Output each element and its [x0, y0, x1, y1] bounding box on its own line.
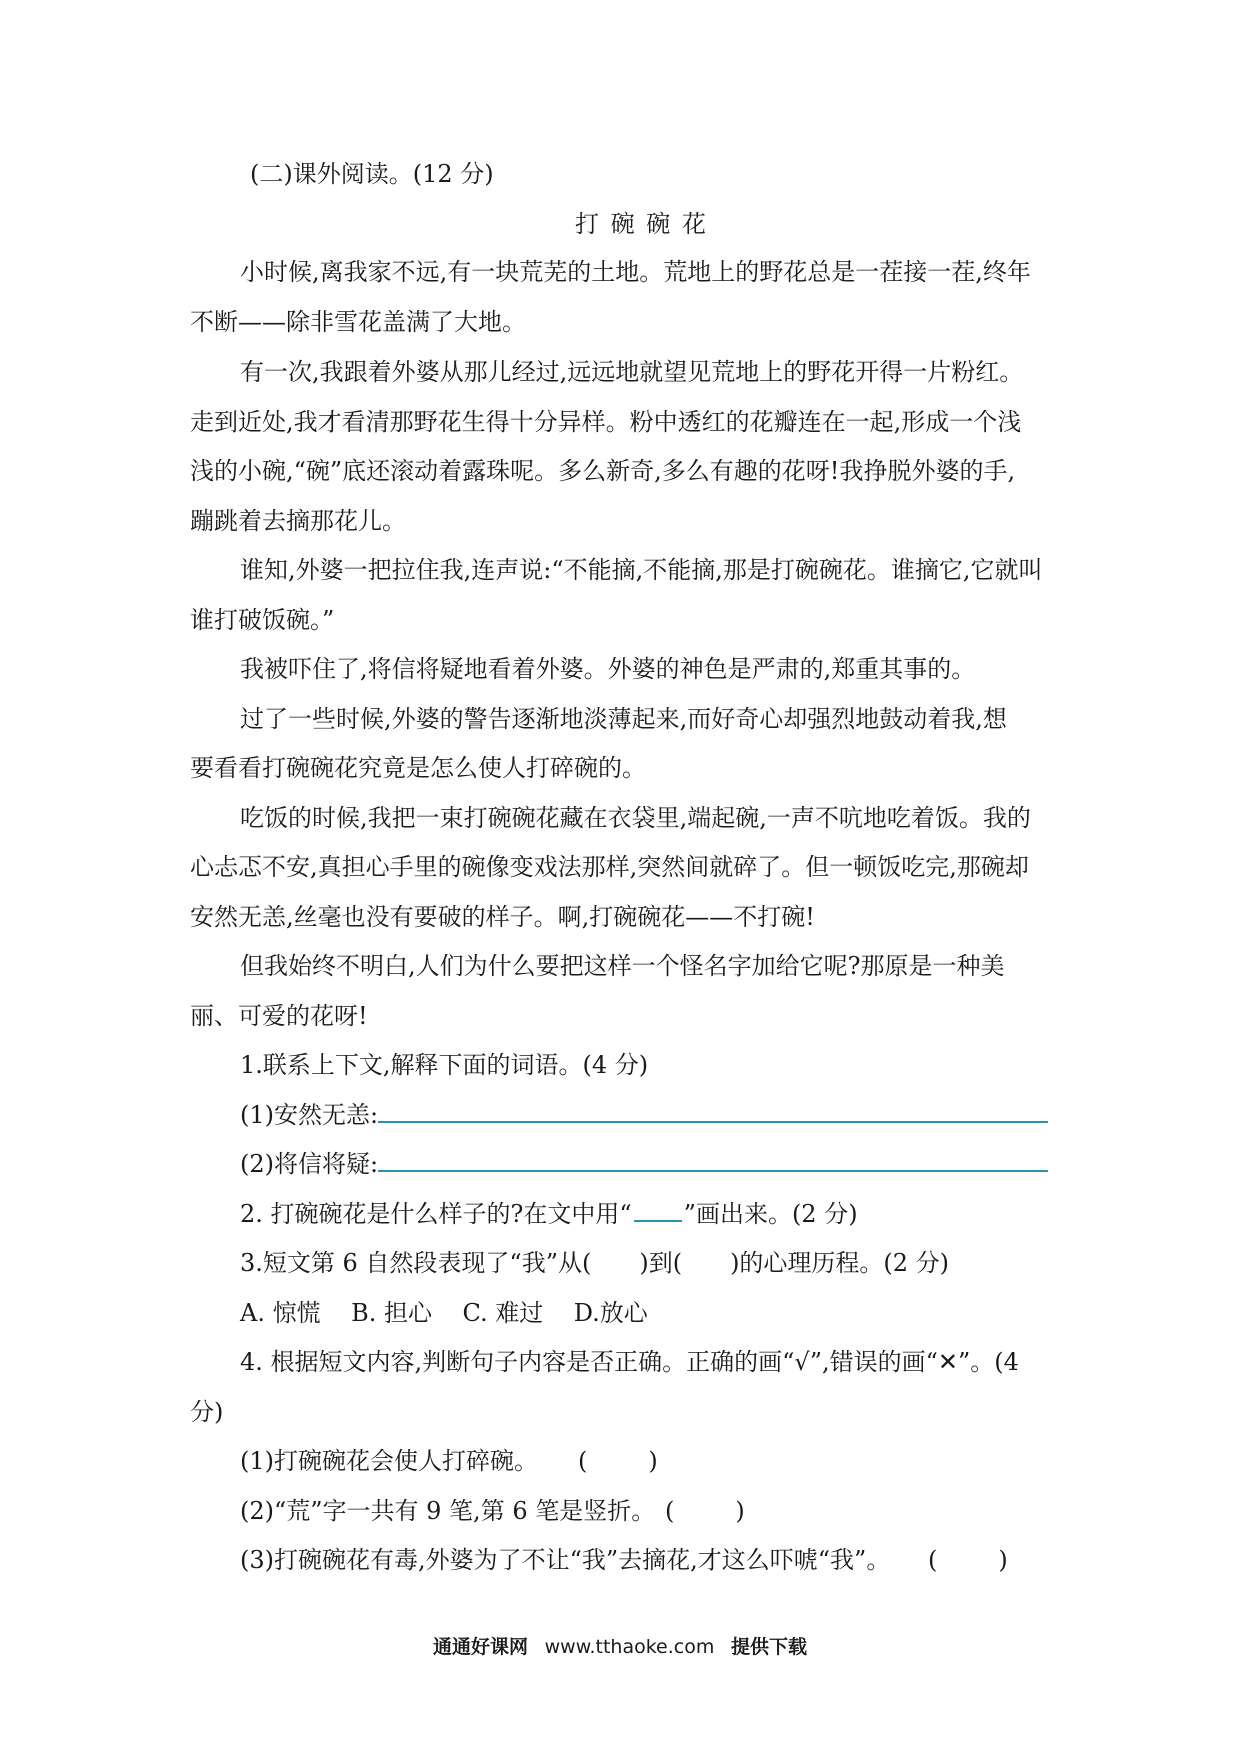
paragraph-line: 小时候,离我家不远,有一块荒芜的土地。荒地上的野花总是一茬接一茬,终年: [240, 258, 1031, 286]
question-2-post: ”画出来。(2 分): [683, 1200, 858, 1228]
question-1b: [240, 1148, 1048, 1180]
answer-paren-3[interactable]: ( ): [928, 1546, 1008, 1574]
paragraph-line: 不断——除非雪花盖满了大地。: [190, 308, 526, 336]
question-1: 1.联系上下文,解释下面的词语。(4 分): [240, 1051, 649, 1079]
question-3: [240, 1247, 949, 1279]
answer-line-1b[interactable]: [378, 1148, 1048, 1172]
paragraph-line: 谁打破饭碗。”: [190, 606, 335, 634]
question-3-c: )的心理历程。(2 分): [730, 1249, 950, 1277]
paragraph-line: 我被吓住了,将信将疑地看着外婆。外婆的神色是严肃的,郑重其事的。: [240, 655, 976, 683]
question-4-cont: 分): [190, 1398, 224, 1426]
section-header: (二)课外阅读。(12 分): [250, 160, 494, 188]
paragraph-line: 浅的小碗,“碗”底还滚动着露珠呢。多么新奇,多么有趣的花呀!我挣脱外婆的手,: [190, 457, 1016, 485]
judge-item-1: (1)打碗碗花会使人打碎碗。: [240, 1447, 538, 1475]
page-footer: [0, 1632, 1240, 1659]
question-4: 4. 根据短文内容,判断句子内容是否正确。正确的画“√”,错误的画“✕”。(4: [240, 1348, 1019, 1376]
question-3-b: )到(: [639, 1249, 683, 1277]
question-2-pre: 2. 打碗碗花是什么样子的?在文中用“: [240, 1200, 632, 1228]
question-3-a: 3.短文第 6 自然段表现了“我”从(: [240, 1249, 592, 1277]
judge-item-3: (3)打碗碗花有毒,外婆为了不让“我”去摘花,才这么吓唬“我”。: [240, 1546, 891, 1574]
answer-paren-1[interactable]: ( ): [578, 1447, 658, 1475]
paragraph-line: 过了一些时候,外婆的警告逐渐地淡薄起来,而好奇心却强烈地鼓动着我,想: [240, 705, 1007, 733]
question-3-options: A. 惊慌 B. 担心 C. 难过 D.放心: [240, 1299, 648, 1327]
paragraph-line: 安然无恙,丝毫也没有要破的样子。啊,打碗碗花——不打碗!: [190, 903, 815, 931]
answer-line-1a[interactable]: [378, 1099, 1048, 1123]
footer-site-name: 通通好课网: [432, 1636, 528, 1658]
question-2: [240, 1198, 858, 1230]
paragraph-line: 蹦跳着去摘那花儿。: [190, 507, 406, 535]
question-1b-label: (2)将信将疑:: [240, 1150, 379, 1178]
paragraph-line: 走到近处,我才看清那野花生得十分异样。粉中透红的花瓣连在一起,形成一个浅: [190, 408, 1022, 436]
question-1a-label: (1)安然无恙:: [240, 1101, 379, 1129]
footer-download-text: 提供下载: [731, 1636, 808, 1658]
answer-paren-2[interactable]: ( ): [665, 1497, 745, 1525]
paragraph-line: 吃饭的时候,我把一束打碗碗花藏在衣袋里,端起碗,一声不吭地吃着饭。我的: [240, 804, 1031, 832]
paragraph-line: 心忐忑不安,真担心手里的碗像变戏法那样,突然间就碎了。但一顿饭吃完,那碗却: [190, 853, 1029, 881]
judge-item-2: (2)“荒”字一共有 9 笔,第 6 笔是竖折。: [240, 1497, 656, 1525]
paragraph-line: 丽、可爱的花呀!: [190, 1002, 368, 1030]
paragraph-line: 有一次,我跟着外婆从那儿经过,远远地就望见荒地上的野花开得一片粉红。: [240, 358, 1024, 386]
paragraph-line: 但我始终不明白,人们为什么要把这样一个怪名字加给它呢?那原是一种美: [240, 952, 1005, 980]
paragraph-line: 谁知,外婆一把拉住我,连声说:“不能摘,不能摘,那是打碗碗花。谁摘它,它就叫: [240, 556, 1043, 584]
underline-sample: [634, 1198, 682, 1222]
footer-url[interactable]: www.tthaoke.com: [544, 1636, 715, 1658]
passage-title: 打 碗 碗 花: [575, 210, 708, 238]
paragraph-line: 要看看打碗碗花究竟是怎么使人打碎碗的。: [190, 754, 646, 782]
question-1a: [240, 1099, 1048, 1131]
